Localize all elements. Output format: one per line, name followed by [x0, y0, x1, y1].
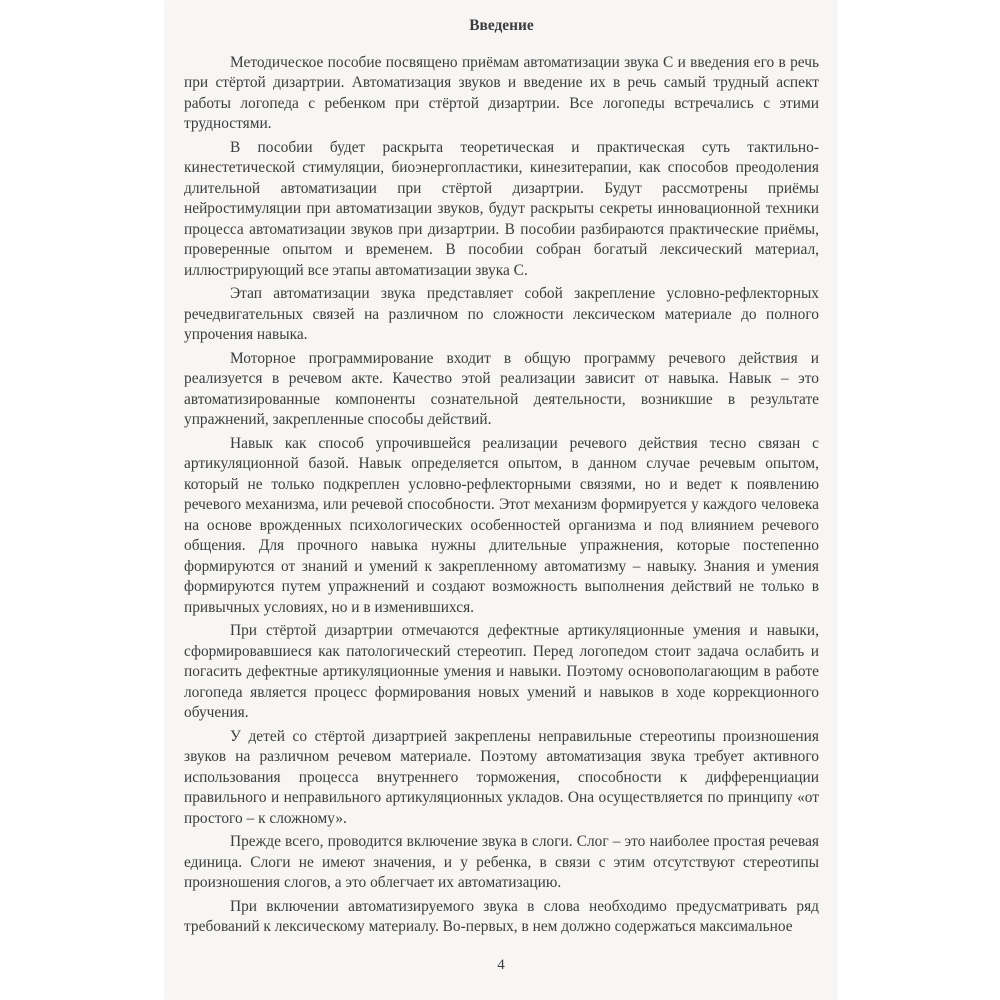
paragraph-7: У детей со стёртой дизартрией закреплены неправильные стереотипы произношения звуков на различном речевом материале. Поэтому автоматизация звука требует активного использования процесса внутреннего торможения, способности к дифференциации правильного и неправильного артикуляционных укладов. Она осуществляется по принципу «от простого – к сложному».: [184, 727, 819, 827]
paragraph-2: В пособии будет раскрыта теоретическая и практическая суть тактильно-кинестетической стимуляции, биоэнергопластики, кинезитерапии, как способов преодоления длительной автоматизации при стёртой дизартрии. Будут рассмотрены приёмы нейростимуляции при автоматизации звуков, будут раскрыты секреты инновационной техники процесса автоматизации звуков при дизартрии. В пособии разбираются практические приёмы, проверенные опытом и временем. В пособии собран богатый лексический материал, иллюстрирующий все этапы автоматизации звука С.: [184, 138, 819, 279]
paragraph-6: При стёртой дизартрии отмечаются дефектные артикуляционные умения и навыки, сформировавшиеся как патологический стереотип. Перед логопедом стоит задача ослабить и погасить дефектные артикуляционные умения и навыки. Поэтому основополагающим в работе логопеда является процесс формирования новых умений и навыков в ходе коррекционного обучения.: [184, 622, 819, 721]
paragraph-1: Методическое пособие посвящено приёмам автоматизации звука С и введения его в речь при стёртой дизартрии. Автоматизация звуков и введение их в речь самый трудный аспект работы логопеда с ребенком при стёртой дизартрии. Все логопеды встречались с этими трудностями.: [184, 53, 819, 132]
paragraph-4: Моторное программирование входит в общую программу речевого действия и реализуется в речевом акте. Качество этой реализации зависит от навыка. Навык – это автоматизированные компоненты сознательной деятельности, возникшие в результате упражнений, закрепленные способы действий.: [184, 349, 819, 428]
document-page: [165, 0, 837, 1000]
paragraph-9: При включении автоматизируемого звука в слова необходимо предусматривать ряд требований к лексическому материалу. Во-первых, в нем должно содержаться максимальное: [184, 897, 819, 935]
page-number: 4: [497, 957, 505, 973]
paragraph-3: Этап автоматизации звука представляет собой закрепление условно-рефлекторных речедвигательных связей на различном по сложности лексическом материале до полного упрочения навыка.: [184, 285, 819, 343]
page-title: Введение: [469, 17, 534, 34]
paragraph-8: Прежде всего, проводится включение звука в слоги. Слог – это наиболее простая речевая единица. Слоги не имеют значения, и у ребенка, в связи с этим отсутствуют стереотипы произношения слогов, а это облегчает их автоматизацию.: [184, 833, 819, 891]
paragraph-5: Навык как способ упрочившейся реализации речевого действия тесно связан с артикуляционной базой. Навык определяется опытом, в данном случае речевым опытом, который не только подкреплен условно-рефлекторными связями, но и ведет к появлению речевого механизма, или речевой способности. Этот механизм формируется у каждого человека на основе врожденных психологических особенностей организма и под влиянием речевого общения. Для прочного навыка нужны длительные упражнения, которые постепенно формируются от знаний и умений к закрепленному автоматизму – навыку. Знания и умения формируются путем упражнений и создают возможность выполнения действий не только в привычных условиях, но и в изменившихся.: [184, 434, 819, 616]
page-content: [184, 16, 819, 941]
